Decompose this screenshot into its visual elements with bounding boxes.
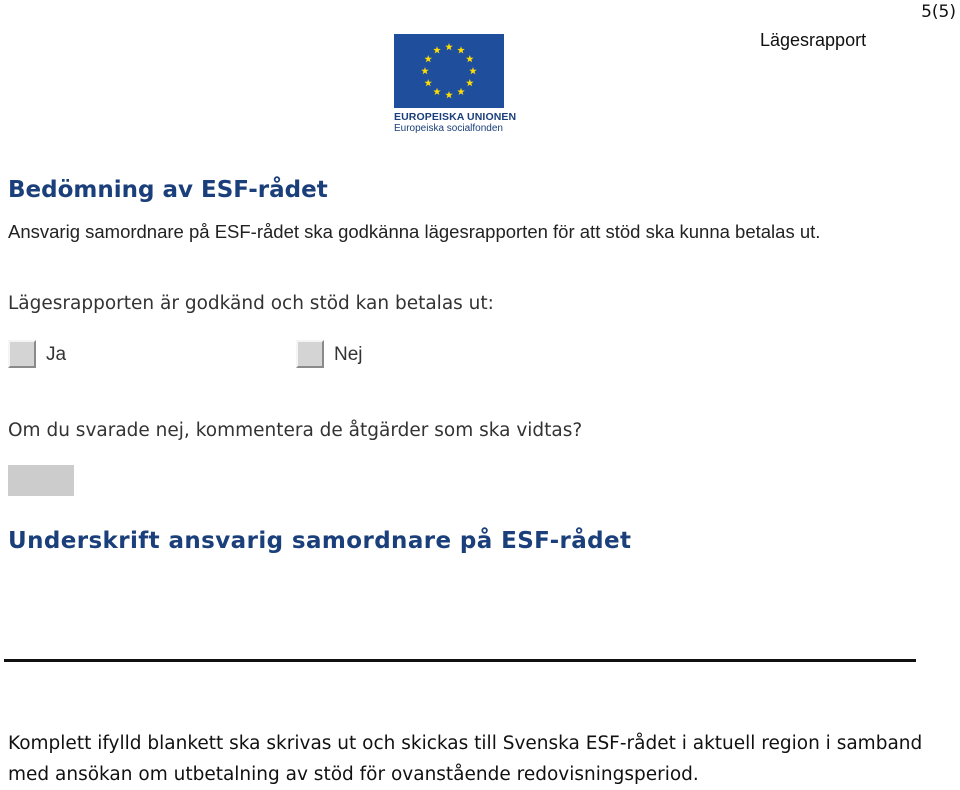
- comment-question: Om du svarade nej, kommentera de åtgärder som ska vidtas?: [8, 420, 583, 441]
- document-title: Lägesrapport: [760, 30, 867, 50]
- eu-logo-title: EUROPEISKA UNIONEN: [394, 111, 517, 123]
- page-number: 5(5): [921, 2, 956, 22]
- eu-logo-subtitle: Europeiska socialfonden: [394, 123, 503, 134]
- checkbox-ja-label: Ja: [46, 344, 67, 365]
- footer-instructions: Komplett ifylld blankett ska skrivas ut och skickas till Svenska ESF-rådet i aktuell region i samband med ansökan om utbetalning av stöd för ovanstående redovisningsperiod.: [8, 733, 923, 785]
- checkbox-nej-label: Nej: [334, 344, 363, 365]
- eu-logo: [394, 34, 517, 134]
- comment-input[interactable]: [8, 465, 74, 496]
- checkbox-ja[interactable]: [8, 340, 36, 368]
- signature-line[interactable]: [4, 659, 916, 662]
- intro-paragraph: Ansvarig samordnare på ESF-rådet ska godkänna lägesrapporten för att stöd ska kunna betalas ut.: [8, 221, 821, 242]
- approval-question: Lägesrapporten är godkänd och stöd kan betalas ut:: [8, 293, 494, 314]
- eu-flag-icon: [394, 34, 504, 108]
- checkbox-nej[interactable]: [296, 340, 324, 368]
- section-heading: Bedömning av ESF-rådet: [8, 177, 328, 203]
- signature-heading: Underskrift ansvarig samordnare på ESF-rådet: [8, 528, 632, 554]
